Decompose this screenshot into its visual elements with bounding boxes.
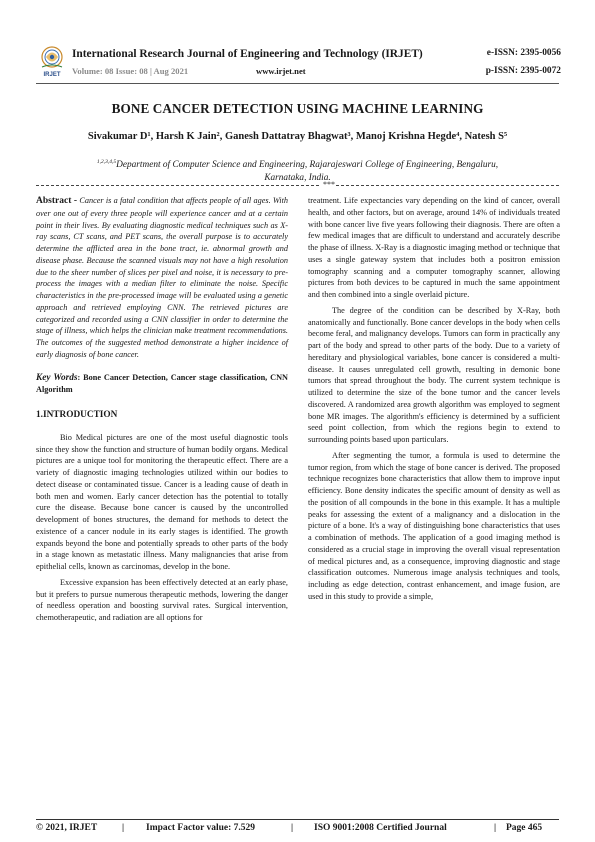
keywords-text: Bone Cancer Detection, Cancer stage classification, CNN Algorithm	[36, 372, 288, 395]
page-footer	[36, 823, 559, 837]
section-heading-introduction: 1.INTRODUCTION	[36, 410, 118, 420]
right-paragraph-3: After segmenting the tumor, a formula is used to determine the tumor region, from which the stage of bone cancer is derived. The proposed technique recognizes bone characteristics that allow them to improve input efficiency. Bone density indicates the specific amount of density as well as the position of all compounds in the bone in this example. It has a multiple peaks for assessing the extent of a malignancy and a dislocation in the picture of a bone. It's a way of distinguishing bone characteristics that uses a combination of methods. The application of a good imaging method is considered as a crucial stage in improving the overall visual representation of medical pictures and, as a consequence, improving diagnostic and stage classification outcomes. Numerous image analysis techniques and tools, including as edge detection, contrast enhancement, and image fusion, are used in this study to provide a simple,	[308, 450, 560, 601]
footer-separator: |	[291, 823, 294, 833]
separator-dash-right	[336, 185, 559, 186]
intro-paragraph-1: Bio Medical pictures are one of the most useful diagnostic tools since they show the function and structure of human bodily organs. Medical pictures are a unique tool for monitoring the therapeutic effect. There are a variety of diagnostic imaging technologies utilized within our bodies to detect disease or contaminated tissue. Cancer is a leading cause of death in both men and women. Early cancer detection has the potential to totally cure the disease. Because bone cancer is caused by the uncontrolled development of bones structures, the demand for methods to detect the existence of a cancer nodule in its early stages is identified. The growth expands beyond the bone and potentially spreads to other parts of the body in a stage known as metastatic illness. Many malignancies that arise from epithelial cells, known as carcinomas, develop in the bone.	[36, 432, 288, 571]
abstract-text: Cancer is a fatal condition that affects people of all ages. With over one out of every three people will experience cancer and at a certain point in their lives. By evaluating diagnostic medical techniques such as X-ray scans, CT scans, and PET scans, the overall purpose is to accurately determine the afflicted area in the bone tract, ie. abnormal growth and disease phase. Because the scanned visuals may not have a high resolution due to the sheer number of slices per pixel and noise, it is necessary to pre-process the images with a median filter to eliminate the noise. Specific characteristics in the pre-processed image will be evaluated using a genetic approach and retrieved employing CNN. The retrieved pictures are categorized and recorded using a CNN classifier in order to determine the stage of illness, which helps the clinician make treatment recommendations. The outcomes of the suggested method demonstrate a higher incidence of early diagnosis of bone cancer.	[36, 196, 289, 359]
footer-divider	[36, 819, 559, 820]
paper-title: BONE CANCER DETECTION USING MACHINE LEARNING	[111, 101, 484, 116]
irjet-logo-icon	[36, 44, 68, 78]
footer-iso: ISO 9001:2008 Certified Journal	[314, 823, 447, 833]
footer-impact-factor: Impact Factor value: 7.529	[146, 823, 256, 833]
left-column	[36, 195, 288, 624]
section-separator	[36, 181, 559, 191]
svg-text:IRJET: IRJET	[43, 72, 61, 78]
separator-stars: ***	[323, 180, 335, 189]
journal-title: International Research Journal of Engineering and Technology (IRJET)	[72, 48, 423, 60]
affiliation-text: Department of Computer Science and Engineering, Rajarajeswari College of Engineering, Bengaluru, Karnataka, India.	[116, 160, 499, 183]
affiliation-markers: 1,2,3,4,5	[96, 159, 117, 165]
volume-issue: Volume: 08 Issue: 08 | Aug 2021	[72, 66, 189, 76]
p-issn: p-ISSN: 2395-0072	[485, 66, 561, 76]
journal-website[interactable]: www.irjet.net	[256, 66, 306, 76]
intro-paragraph-2: Excessive expansion has been effectively detected at an early phase, but it prefers to pursue numerous therapeutic methods, lowering the danger of needless operation and boosting survival rates. Surgical intervention, chemotherapeutic, and radiation are all options for	[36, 577, 288, 622]
abstract-label: Abstract -	[36, 196, 78, 206]
irjet-logo	[36, 44, 68, 78]
e-issn: e-ISSN: 2395-0056	[486, 48, 561, 58]
journal-header	[36, 44, 561, 82]
footer-copyright: © 2021, IRJET	[36, 823, 98, 833]
abstract	[36, 195, 288, 361]
keywords-label: Key Words	[36, 372, 78, 383]
footer-page-number: Page 465	[506, 823, 543, 833]
header-divider	[36, 83, 559, 84]
footer-separator: |	[494, 823, 497, 833]
affiliation	[90, 156, 505, 184]
right-column	[308, 195, 560, 603]
separator-dash-left	[36, 185, 319, 186]
keywords: Key Words: Bone Cancer Detection, Cancer stage classification, CNN Algorithm	[36, 372, 288, 395]
author-list: Sivakumar D¹, Harsh K Jain², Ganesh Dattatray Bhagwat³, Manoj Krishna Hegde⁴, Natesh S⁵	[87, 131, 508, 142]
footer-separator: |	[122, 823, 125, 833]
right-paragraph-1: treatment. Life expectancies vary depending on the kind of cancer, overall health, and other factors, but on average, around 14% of individuals treated with bone cancer live five years following their diagnosis. There are often a few medical images that are difficult to understand and accurately describe the phase of illness. X-Ray is a diagnostic imaging method or technique that uses a single gateway system that includes both a positron emission tomography scanning and a computer tomography scanner, allowing pictures from both devices to be captured in much the same appointment and then combined into a single overlaid picture.	[308, 196, 560, 299]
right-paragraph-2: The degree of the condition can be described by X-Ray, both anatomically and functionally. Bone cancer develops in the body when cells become feral, and malignancy develops. Tumors can form in practically any part of the body and spread to other parts of the body. Due to a variety of hereditary and physiological variables, bone cancer is considered a multi-disease. It causes unregulated cell growth, resulting in demonic bone tumors that spread throughout the body. The current system technique is utilized to determine the size of the bone tumor and the cancer levels discovered. A randomized area growth algorithm was employed to segment bone MR images. The algorithm's efficiency is determined by a sufficient seed point collection, from which the regions begin to extend to surrounding points based upon particulars.	[308, 305, 560, 444]
